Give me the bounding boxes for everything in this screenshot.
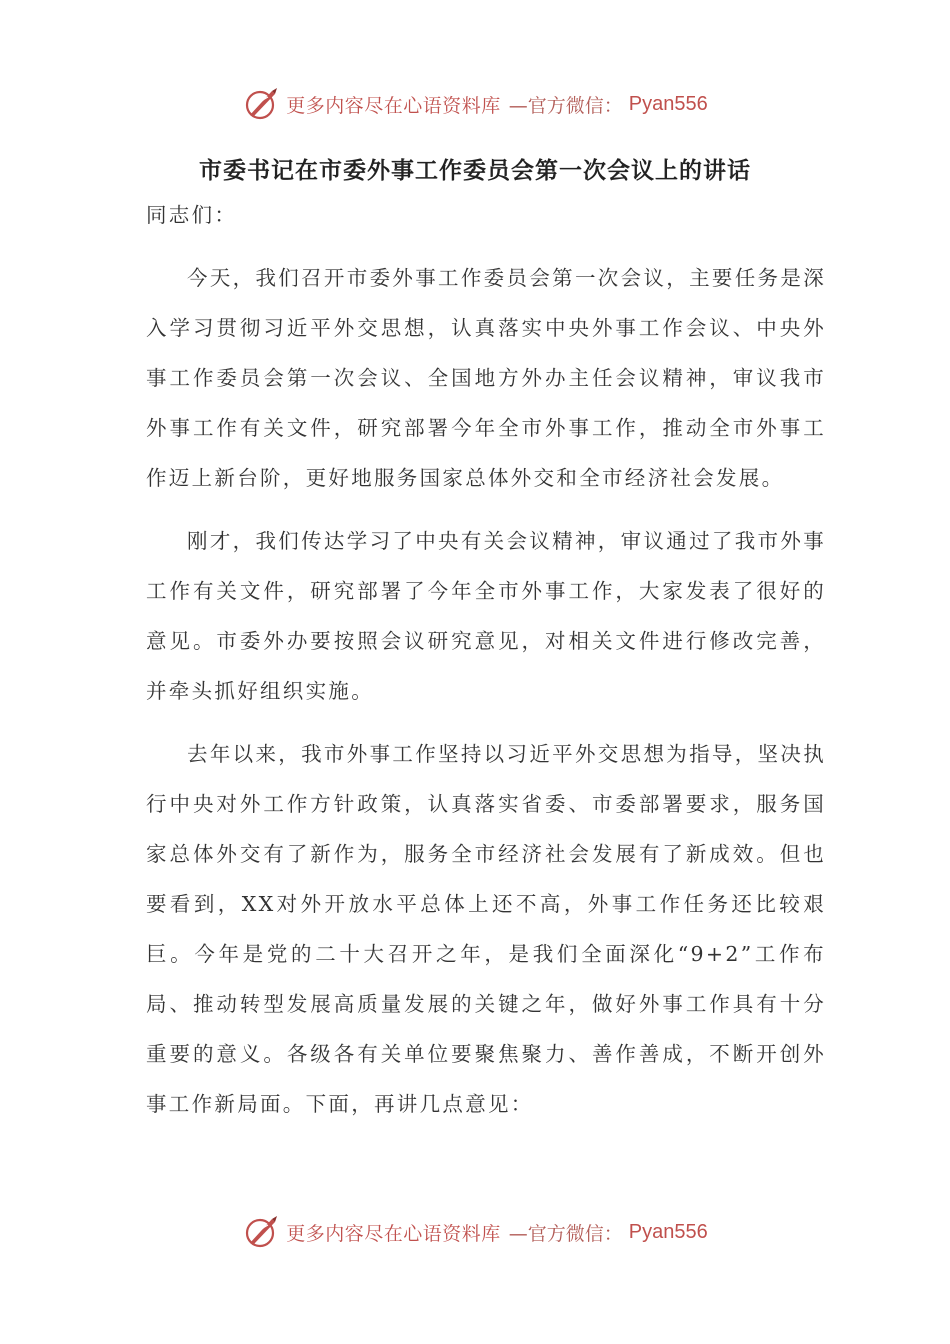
header-banner bbox=[0, 84, 950, 124]
greeting: 同志们： bbox=[146, 203, 238, 227]
quill-pen-logo-icon bbox=[242, 85, 280, 123]
document-title: 市委书记在市委外事工作委员会第一次会议上的讲话 bbox=[199, 158, 751, 184]
paragraph-3: 去年以来，我市外事工作坚持以习近平外交思想为指导，坚决执行中央对外工作方针政策，认真落实省委、市委部署要求，服务国家总体外交有了新作为，服务全市经济社会发展有了新成效。但也要看到，XX对外开放水平总体上还不高，外事工作任务还比较艰巨。今年是党的二十大召开之年，是我们全面深化“9+2”工作布局、推动转型发展高质量发展的关键之年，做好外事工作具有十分重要的意义。各级各有关单位要聚焦聚力、善作善成，不断开创外事工作新局面。下面，再讲几点意见： bbox=[146, 742, 826, 1116]
banner-slogan: 更多内容尽在心语资料库 bbox=[286, 94, 501, 117]
banner-wechat-id: Pyan556 bbox=[628, 1220, 708, 1243]
banner-wechat-label: —官方微信： bbox=[508, 94, 623, 117]
banner-wechat-label: —官方微信： bbox=[508, 1222, 623, 1245]
paragraph-2: 刚才，我们传达学习了中央有关会议精神，审议通过了我市外事工作有关文件，研究部署了今年全市外事工作，大家发表了很好的意见。市委外办要按照会议研究意见，对相关文件进行修改完善，并牵头抓好组织实施。 bbox=[146, 529, 826, 703]
banner-wechat-id: Pyan556 bbox=[628, 92, 708, 115]
paragraph-1: 今天，我们召开市委外事工作委员会第一次会议，主要任务是深入学习贯彻习近平外交思想，认真落实中央外事工作会议、中央外事工作委员会第一次会议、全国地方外办主任会议精神，审议我市外事工作有关文件，研究部署今年全市外事工作，推动全市外事工作迈上新台阶，更好地服务国家总体外交和全市经济社会发展。 bbox=[146, 266, 826, 490]
document-body bbox=[146, 190, 826, 1142]
quill-pen-logo-icon bbox=[242, 1213, 280, 1251]
footer-banner bbox=[0, 1212, 950, 1252]
banner-slogan: 更多内容尽在心语资料库 bbox=[286, 1222, 501, 1245]
